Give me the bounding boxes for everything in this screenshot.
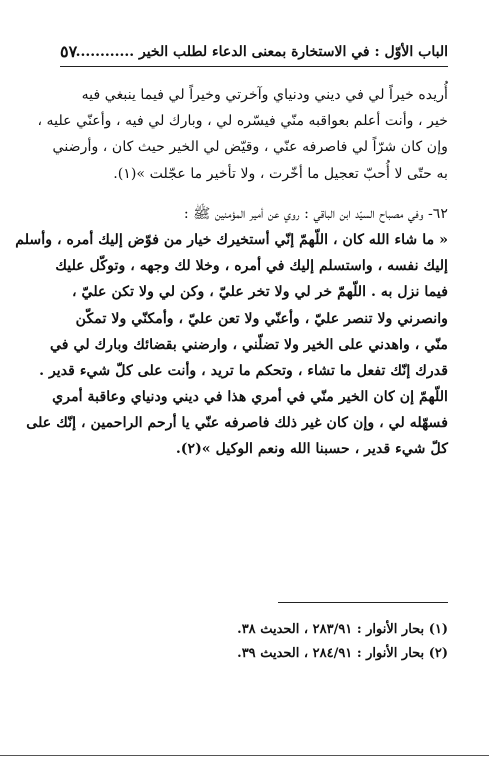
text-line: فسهّله لي ، وإن كان غير ذلك فاصرفه عنّي يا أرحم الراحمين ، إنّك على <box>26 415 448 432</box>
text-line: « ما شاء الله كان ، اللّهمّ إنّي أستخيرك خيار من فوّض إليك أمره ، وأسلم <box>15 231 448 248</box>
main-text <box>15 82 448 463</box>
footnote: (١) بحار الأنوار : ٢٨٣/٩١ ، الحديث ٣٨. <box>237 622 448 637</box>
chapter-title: الباب الأوّل : في الاستخارة بمعنى الدعاء لطلب الخير ............ <box>75 44 448 60</box>
text-line: ٦٢- وفي مصباح السيّد ابن الباقي : روي عن أمير المؤمنين ﷺ : <box>183 205 448 222</box>
text-line: به حتّى لا أُحبّ تعجيل ما أخّرت ، ولا تأخير ما عجّلت »(١). <box>113 165 448 182</box>
text-line: وانصرني ولا تنصر عليّ ، وأعنّي ولا تعن عليّ ، وأمكنّي ولا تمكّن <box>75 310 448 327</box>
text-line: اللّهمّ إن كان الخير منّي في أمري هذا في ديني ودنياي وعاقبة أمري <box>52 389 448 406</box>
text-line: منّي ، واهدني على الخير ولا تضلّني ، وارضني بقضائك وبارك لي في <box>49 336 448 353</box>
running-header <box>60 40 448 67</box>
text-line: وإن كان شرّاً لي فاصرفه عنّي ، وقيّض لي الخير حيث كان ، وأرضني <box>52 139 448 156</box>
page-edge-line <box>0 755 489 756</box>
footnote: (٢) بحار الأنوار : ٢٨٤/٩١ ، الحديث ٣٩. <box>237 646 448 661</box>
text-line: إليك نفسه ، واستسلم إليك في أمره ، وخلا لك وجهه ، وتوكّل عليك <box>55 258 448 275</box>
paragraph-gap <box>60 187 448 201</box>
text-line: قدرك إنّك تفعل ما تشاء ، وتحكم ما تريد ، وأنت على كلّ شيء قدير . <box>39 362 448 379</box>
footnotes <box>60 618 448 666</box>
page-number: ٥٧ <box>60 42 78 61</box>
text-line: فيما نزل به . اللّهمّ خر لي ولا تخر عليّ ، وكن لي ولا تكن عليّ ، <box>72 284 448 301</box>
footnote-divider <box>278 602 448 603</box>
text-line: خير ، وأنت أعلم بعواقبه منّي فيسّره لي ، وبارك لي فيه ، وأعنّي عليه ، <box>37 113 448 130</box>
text-line: أُريده خيراً لي في ديني ودنياي وآخرتي وخيراً لي فيما ينبغي فيه <box>81 87 448 103</box>
text-line: كلّ شيء قدير ، حسبنا الله ونعم الوكيل »(٢). <box>175 441 448 458</box>
